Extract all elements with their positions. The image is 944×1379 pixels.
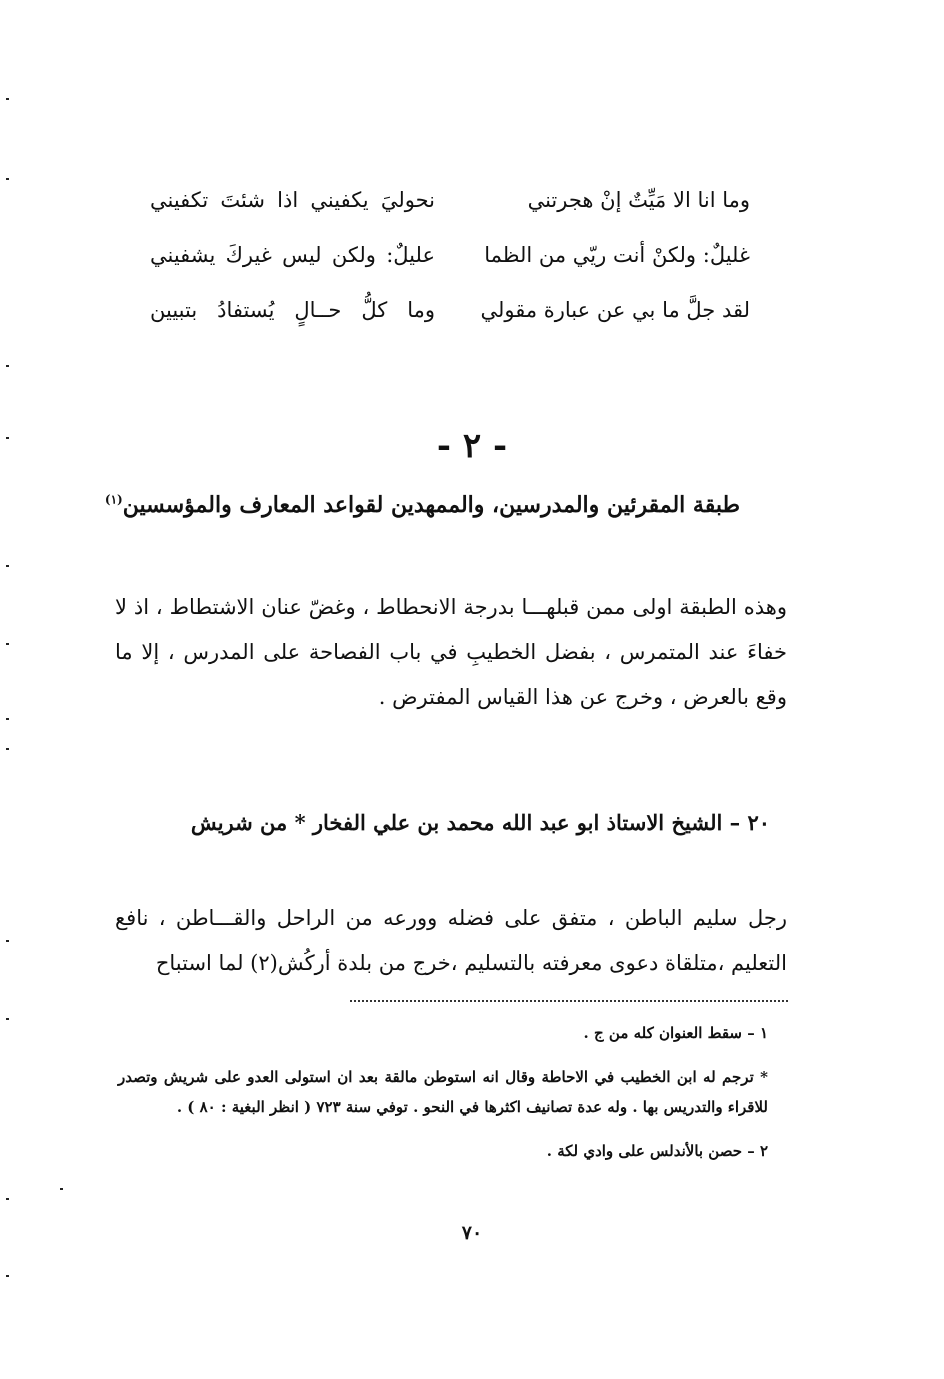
- entry-heading: ٢٠ – الشيخ الاستاذ ابو عبد الله محمد بن علي الفخار * من شريش: [190, 810, 770, 835]
- footnote: * ترجم له ابن الخطيب في الاحاطة وقال انه استوطن مالقة بعد ان استولى العدو على شريش وتصدر للاقراء والتدريس بها . وله عدة تصانيف اكثرها في النحو . توفي سنة ٧٢٣ ( انظر البغية : ٨٠ ) .: [118, 1068, 768, 1116]
- verse-first-hemistich: غليلٌ: ولكنْ أنت ريّي من الظما: [484, 242, 750, 267]
- footnote: ١ – سقط العنوان كله من ج .: [583, 1024, 768, 1042]
- poem-verse: [150, 227, 750, 282]
- scan-speck: [6, 718, 9, 720]
- footnotes: [118, 1018, 768, 1166]
- scan-speck: [6, 1198, 9, 1200]
- footnote-divider: [350, 1000, 788, 1002]
- verse-first-hemistich: لقد جلَّ ما بي عن عبارة مقولي: [480, 297, 750, 322]
- verse-first-hemistich: وما انا الا مَيِّتٌ إنْ هجرتني: [527, 187, 750, 212]
- body-paragraph: وهذه الطبقة اولى ممن قبلهـــا بدرجة الانحطاط ، وغضّ عنان الاشتطاط ، اذ لا خفاءَ عند المتمرس ، بفضل الخطيبِ في باب الفصاحة على المدرس ، إلا ما وقع بالعرض ، وخرج عن هذا القياس المفترض .: [115, 595, 787, 709]
- scan-speck: [6, 940, 9, 942]
- section-title: [104, 492, 740, 518]
- scan-speck: [6, 1018, 9, 1020]
- verse-second-hemistich: وما كلُّ حــالٍ يُستفادُ بتبيين: [150, 297, 435, 322]
- scan-speck: [6, 178, 9, 180]
- scan-speck: [6, 365, 9, 367]
- scan-speck: [6, 98, 9, 100]
- verse-second-hemistich: عليلٌ: ولكن ليس غيركَ يشفيني: [150, 242, 435, 267]
- footnote-ref: (١): [104, 492, 123, 507]
- footnote: ٢ – حصن بالأندلس على وادي لكة .: [546, 1142, 768, 1160]
- scan-speck: [6, 1275, 9, 1277]
- poem: [150, 172, 750, 337]
- scan-speck: [60, 1188, 63, 1190]
- section-title-text: طبقة المقرئين والمدرسين، والممهدين لقواعد المعارف والمؤسسين: [122, 492, 740, 518]
- body-paragraph: رجل سليم الباطن ، متفق على فضله وورعه من الراحل والقـــاطن ، نافع التعليم ،متلقاة دعوى معرفته بالتسليم ،خرج من بلدة أركُش(٢) لما استباح: [115, 906, 787, 975]
- scan-speck: [6, 643, 9, 645]
- poem-verse: [150, 282, 750, 337]
- verse-second-hemistich: نحوليَ يكفيني اذا شئتَ تكفيني: [150, 187, 435, 212]
- poem-verse: [150, 172, 750, 227]
- page-number: ٧٠: [461, 1222, 483, 1244]
- scan-speck: [6, 565, 9, 567]
- scan-speck: [6, 748, 9, 750]
- section-number: - ٢ -: [436, 426, 508, 466]
